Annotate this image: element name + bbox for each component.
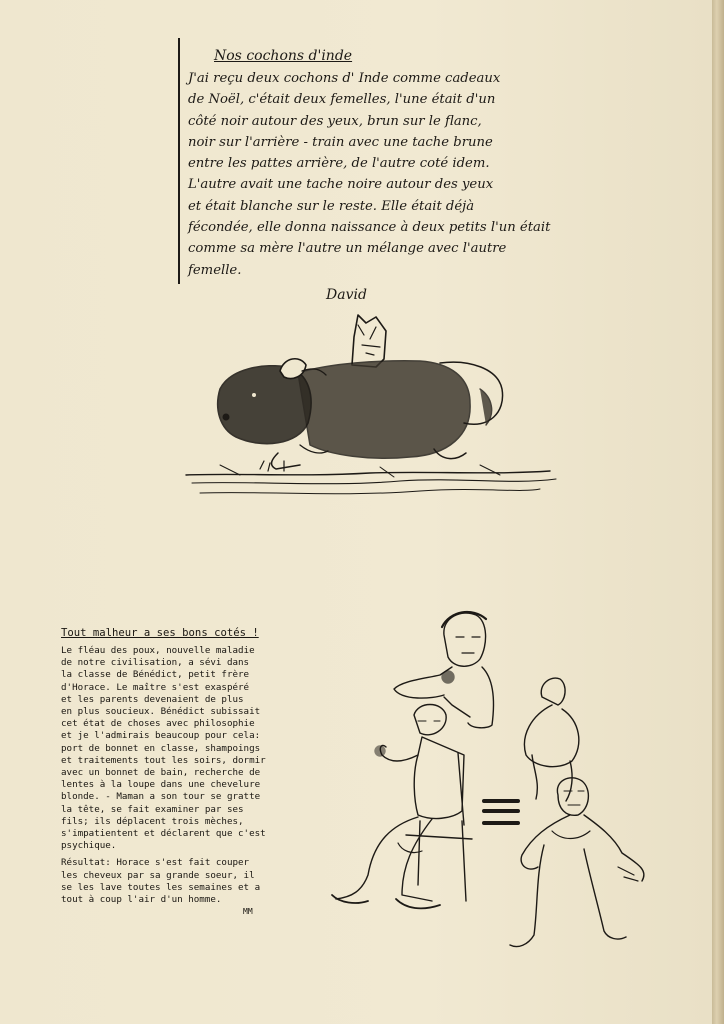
article-line: en plus soucieux. Bénédict subissait (61, 706, 261, 718)
article-title: Tout malheur a ses bons cotés ! (61, 627, 259, 639)
article-line: psychique. (61, 840, 117, 852)
article-line: et traitements tout les soirs, dormir (61, 754, 266, 766)
article-line: les cheveux par sa grande soeur, il (61, 869, 255, 881)
article-line: cet état de choses avec philosophie (61, 718, 255, 730)
article-initials: MM (243, 907, 253, 917)
story-line: L'autre avait une tache noire autour des yeux (188, 177, 494, 193)
article-line: d'Horace. Le maître s'est exaspéré (61, 681, 250, 693)
story-line: et était blanche sur le reste. Elle était déjà (188, 198, 475, 214)
story-line: entre les pattes arrière, de l'autre coté idem. (188, 156, 490, 172)
story-line: noir sur l'arrière - train avec une tache brune (188, 134, 493, 150)
article-line: blonde. - Maman a son tour se gratte (61, 791, 261, 803)
story-line: côté noir autour des yeux, brun sur le flanc, (188, 113, 482, 129)
story-line: femelle. (188, 262, 242, 278)
article-line: avec un bonnet de bain, recherche de (61, 767, 261, 779)
story-line: fécondée, elle donna naissance à deux petits l'un était (188, 220, 551, 236)
article-line: et je l'admirais beaucoup pour cela: (61, 730, 261, 742)
story-title: Nos cochons d'inde (214, 48, 353, 64)
article-line: port de bonnet en classe, shampoings (61, 742, 261, 754)
margin-rule (178, 38, 180, 284)
page-edge (712, 0, 724, 1024)
story-signature: David (326, 286, 367, 303)
story-line: de Noël, c'était deux femelles, l'une était d'un (188, 92, 496, 108)
article-line: lentes à la loupe dans une chevelure (61, 779, 261, 791)
article-line: tout à coup l'air d'un homme. (61, 894, 222, 906)
article-line: fils; ils déplacent trois mèches, (61, 815, 244, 827)
article-line: la tête, se fait examiner par ses (61, 803, 244, 815)
article-line: Le fléau des poux, nouvelle maladie (61, 645, 255, 656)
handwritten-story (188, 46, 568, 306)
article-line: de notre civilisation, a sévi dans (61, 657, 250, 669)
article-line: et les parents devenaient de plus (61, 693, 244, 705)
article-line: Résultat: Horace s'est fait couper (61, 857, 250, 869)
story-line: J'ai reçu deux cochons d' Inde comme cadeaux (188, 71, 501, 86)
article (61, 627, 306, 916)
article-line: se les lave toutes les semaines et a (61, 881, 261, 893)
article-line: s'impatientent et déclarent que c'est (61, 828, 266, 840)
guinea-pig-illustration (180, 305, 560, 505)
article-line: la classe de Bénédict, petit frère (61, 669, 250, 681)
story-line: comme sa mère l'autre un mélange avec l'autre (188, 241, 507, 257)
haircut-illustration (322, 605, 662, 960)
